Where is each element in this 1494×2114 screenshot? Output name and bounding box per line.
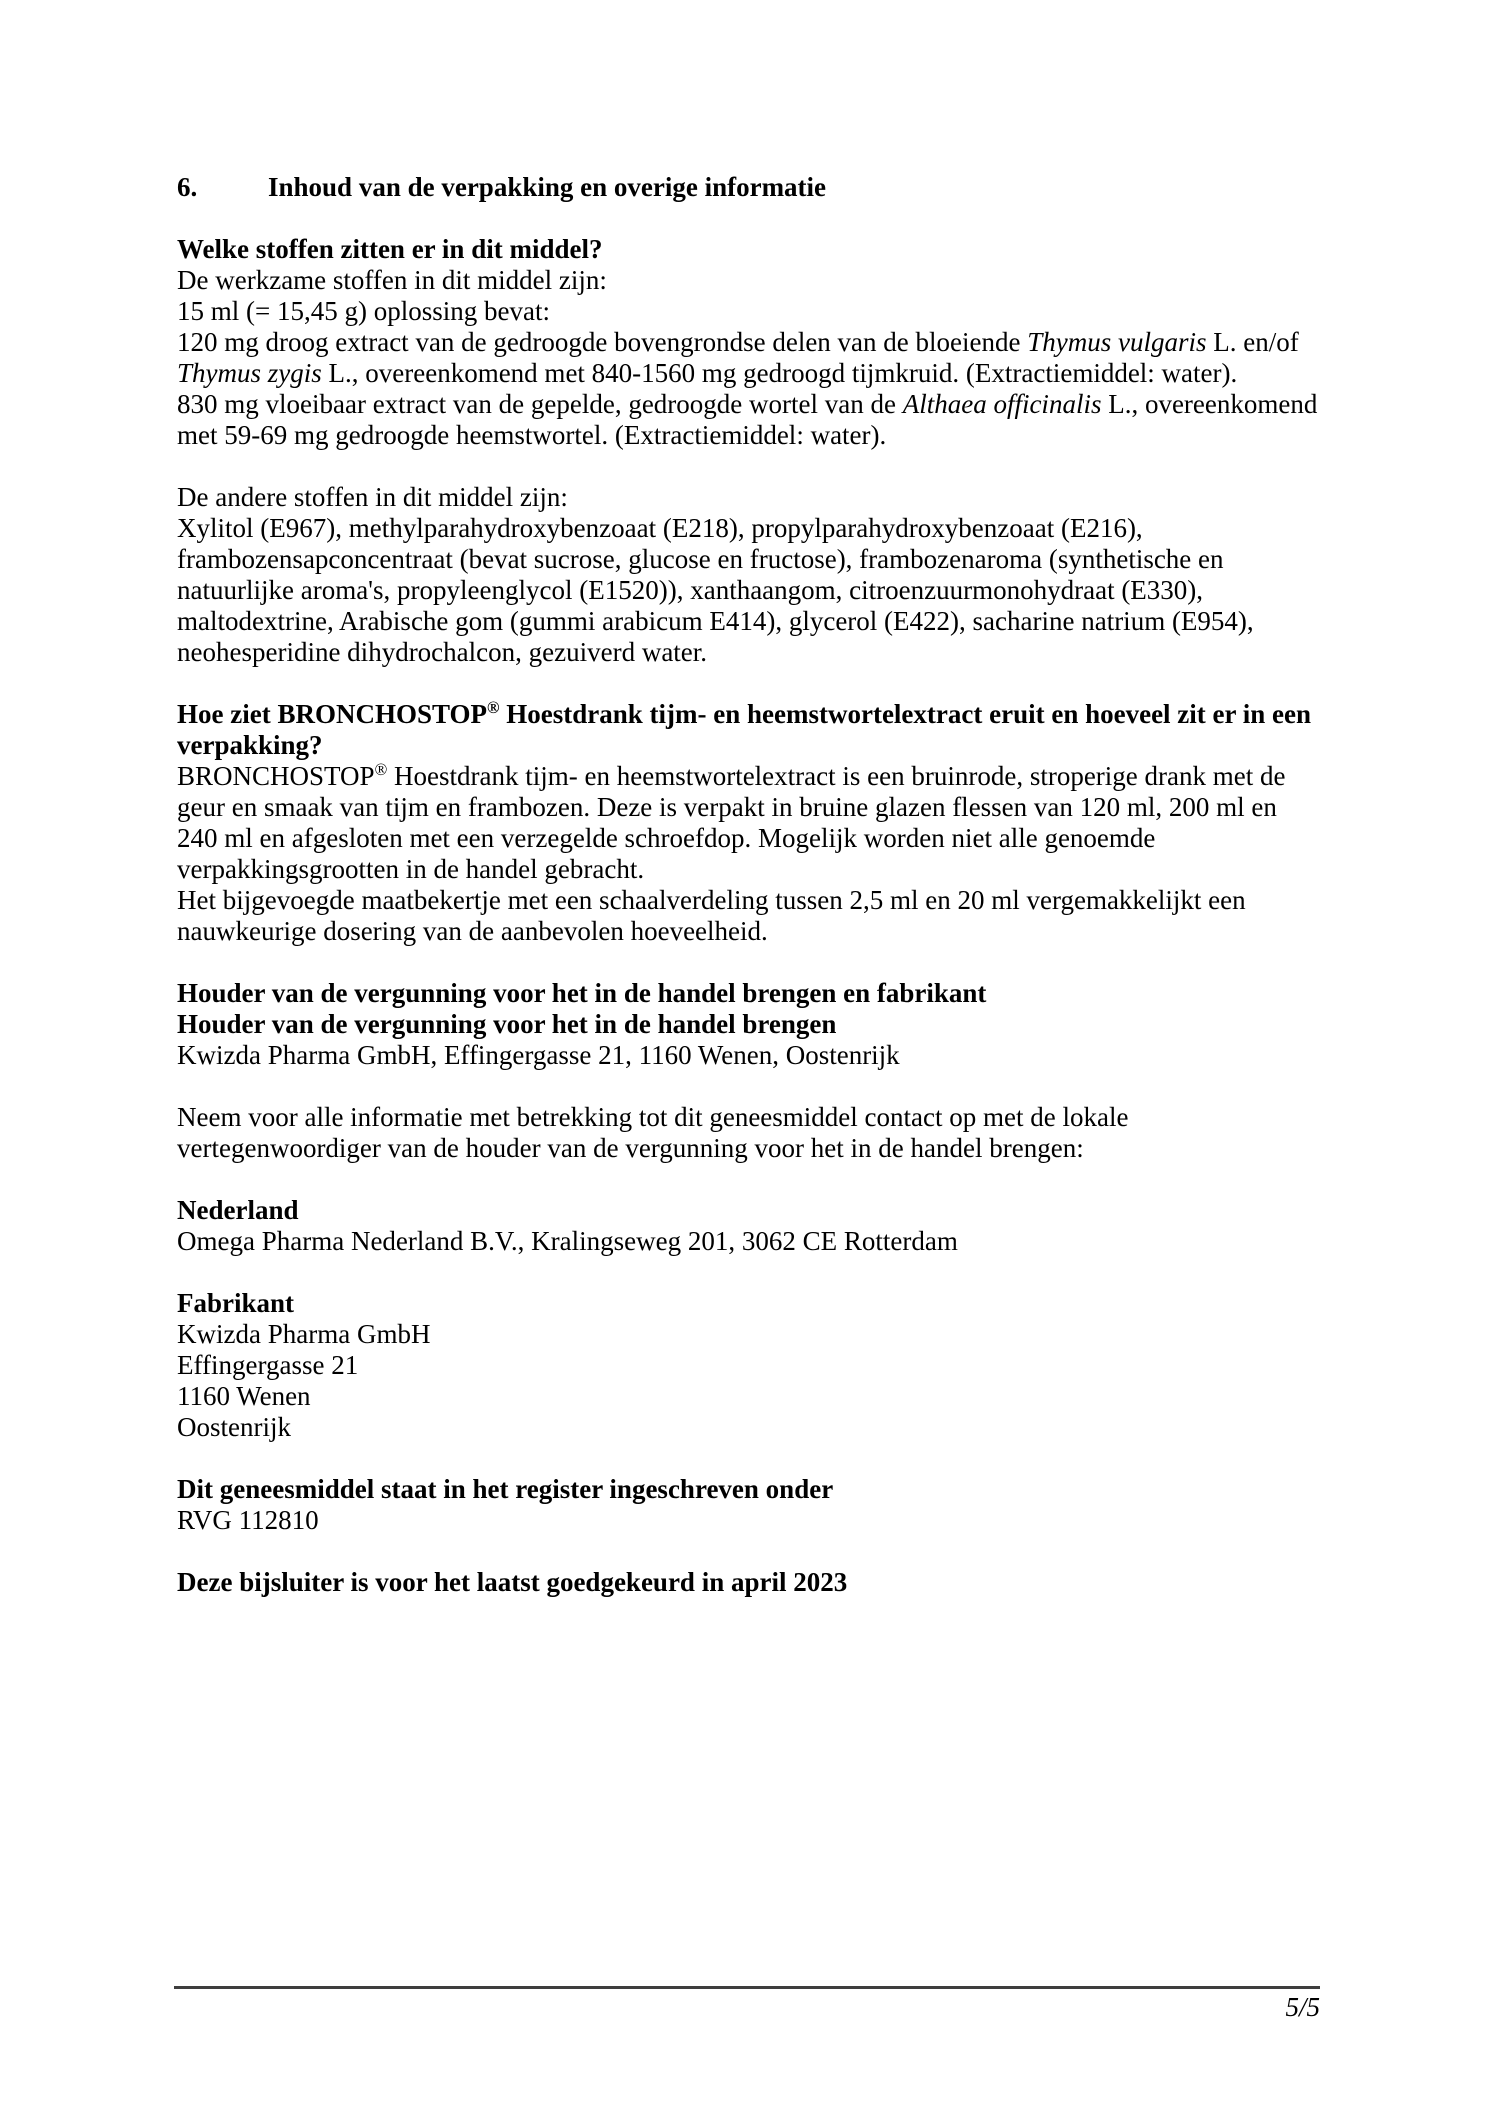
registered-trademark-symbol: ®	[487, 698, 500, 717]
composition-intro-line-1: De werkzame stoffen in dit middel zijn:	[177, 265, 607, 295]
section-number: 6.	[177, 172, 198, 202]
appearance-heading	[177, 699, 1323, 761]
manufacturer-heading: Fabrikant	[177, 1288, 295, 1318]
manufacturer-street: Effingergasse 21	[177, 1350, 359, 1380]
manufacturer-city: 1160 Wenen	[177, 1381, 311, 1411]
botanical-name-text: Thymus vulgaris	[1027, 327, 1207, 357]
composition-heading: Welke stoffen zitten er in dit middel?	[177, 234, 603, 264]
local-contact-paragraph: Neem voor alle informatie met betrekking tot dit geneesmiddel contact op met de lokale vertegenwoordiger van de houder van de vergunning voor het in de handel brengen:	[177, 1102, 1129, 1163]
registration-number: RVG 112810	[177, 1505, 319, 1535]
manufacturer-country: Oostenrijk	[177, 1412, 291, 1442]
mah-address-line: Kwizda Pharma GmbH, Effingergasse 21, 1160 Wenen, Oostenrijk	[177, 1040, 900, 1070]
registered-trademark-symbol: ®	[374, 760, 388, 779]
text-run: L., overeenkomend met 59-69 mg gedroogde heemstwortel. (Extractiemiddel: water).	[177, 389, 1318, 450]
mah-heading: Houder van de vergunning voor het in de handel brengen	[177, 1009, 837, 1039]
excipients-intro: De andere stoffen in dit middel zijn:	[177, 482, 568, 512]
text-run: Hoe ziet BRONCHOSTOP	[177, 699, 487, 729]
appearance-paragraph-2: Het bijgevoegde maatbekertje met een schaalverdeling tussen 2,5 ml en 20 ml vergemakkelijkt een nauwkeurige dosering van de aanbevolen hoeveelheid.	[177, 885, 1246, 946]
footer-rule	[174, 1986, 1320, 1989]
page-content	[177, 172, 1323, 1598]
section-6-heading	[177, 172, 1323, 203]
text-run: Hoestdrank tijm- en heemstwortelextract eruit en hoeveel zit er in een verpakking?	[177, 699, 1312, 760]
approval-statement: Deze bijsluiter is voor het laatst goedgekeurd in april 2023	[177, 1567, 848, 1597]
country-heading: Nederland	[177, 1195, 299, 1225]
botanical-name-text: Thymus zygis	[177, 358, 322, 388]
manufacturer-name: Kwizda Pharma GmbH	[177, 1319, 431, 1349]
local-representative-address: Omega Pharma Nederland B.V., Kralingseweg 201, 3062 CE Rotterdam	[177, 1226, 958, 1256]
text-run: L., overeenkomend met 840-1560 mg gedroogd tijmkruid. (Extractiemiddel: water).	[321, 358, 1238, 388]
text-run: BRONCHOSTOP	[177, 761, 375, 791]
althaea-extract-paragraph	[177, 389, 1323, 451]
botanical-name-text: Althaea officinalis	[902, 389, 1102, 419]
excipients-list: Xylitol (E967), methylparahydroxybenzoaat (E218), propylparahydroxybenzoaat (E216), frambozensapconcentraat (bevat sucrose, glucose en fructose), frambozenaroma (synthetische en natuurlijke aroma's, propyleenglycol (E1520)), xanthaangom, citroenzuurmonohydraat (E330), maltodextrine, Arabische gom (gummi arabicum E414), glycerol (E422), sacharine natrium (E954), neohesperidine dihydrochalcon, gezuiverd water.	[177, 513, 1254, 667]
appearance-paragraph-1	[177, 761, 1323, 885]
composition-intro-line-2: 15 ml (= 15,45 g) oplossing bevat:	[177, 296, 550, 326]
page-number: 5/5	[1285, 1992, 1320, 2022]
mah-and-manufacturer-heading: Houder van de vergunning voor het in de handel brengen en fabrikant	[177, 978, 987, 1008]
text-run: Hoestdrank tijm- en heemstwortelextract is een bruinrode, stroperige drank met de geur en smaak van tijm en frambozen. Deze is verpakt in bruine glazen flessen van 120 ml, 200 ml en 240 ml en afgesloten met een verzegelde schroefdop. Mogelijk worden niet alle genoemde verpakkingsgrootten in de handel gebracht.	[177, 761, 1286, 884]
section-title: Inhoud van de verpakking en overige informatie	[268, 172, 827, 202]
text-run: L. en/of	[1206, 327, 1299, 357]
thyme-extract-paragraph	[177, 327, 1323, 389]
text-run: 830 mg vloeibaar extract van de gepelde, gedroogde wortel van de	[177, 389, 903, 419]
registration-heading: Dit geneesmiddel staat in het register ingeschreven onder	[177, 1474, 834, 1504]
text-run: 120 mg droog extract van de gedroogde bovengrondse delen van de bloeiende	[177, 327, 1028, 357]
